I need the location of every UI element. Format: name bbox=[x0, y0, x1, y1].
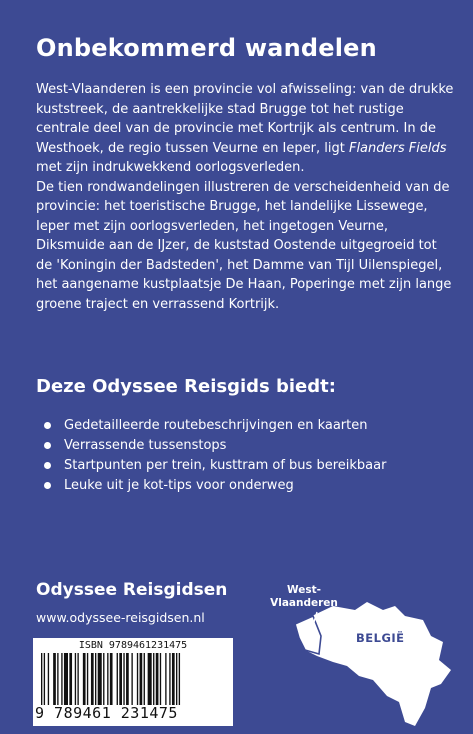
features-list bbox=[40, 416, 450, 496]
barcode-bar bbox=[44, 653, 45, 705]
barcode-bar bbox=[144, 653, 145, 705]
bullet-icon bbox=[44, 462, 51, 469]
barcode-bar bbox=[61, 653, 62, 705]
barcode-bar bbox=[169, 653, 170, 705]
bullet-icon bbox=[44, 482, 51, 489]
barcode-bar bbox=[165, 653, 166, 705]
list-item bbox=[40, 436, 450, 456]
barcode-bar bbox=[64, 653, 68, 705]
barcode-bar bbox=[91, 653, 94, 705]
list-item-text: Startpunten per trein, kusttram of bus bereikbaar bbox=[64, 458, 387, 473]
list-item bbox=[40, 416, 450, 436]
barcode-bar bbox=[160, 653, 161, 705]
flanders-fields-emphasis: Flanders Fields bbox=[348, 140, 447, 156]
barcode-bar bbox=[75, 653, 76, 705]
map-region-label bbox=[268, 584, 340, 610]
barcode-bar bbox=[48, 653, 49, 705]
barcode-bar bbox=[110, 653, 113, 705]
barcode-bar bbox=[119, 653, 122, 705]
barcode-bar bbox=[87, 653, 88, 705]
barcode-bar bbox=[53, 653, 56, 705]
list-item-text: Gedetailleerde routebeschrijvingen en kaarten bbox=[64, 418, 368, 433]
barcode-bars bbox=[41, 653, 225, 705]
intro-text bbox=[36, 80, 456, 314]
barcode-bar bbox=[77, 653, 78, 705]
barcode-bar bbox=[69, 653, 72, 705]
barcode-bar bbox=[176, 653, 177, 705]
barcode-bar bbox=[126, 653, 129, 705]
isbn-label: ISBN 9789461231475 bbox=[78, 640, 188, 651]
map-region-label-line-2: Vlaanderen bbox=[270, 597, 338, 609]
barcode-bar bbox=[107, 653, 108, 705]
list-item bbox=[40, 476, 450, 496]
intro-paragraph-1-start: West-Vlaanderen is een provincie vol afwisseling: van de drukke kuststreek, de aantrekkelijke stad Brugge tot het rustige centrale deel van de provincie met Kortrijk als centrum. In de Westhoek, de regio tussen Veurne en Ieper, ligt bbox=[36, 82, 454, 156]
list-item bbox=[40, 456, 450, 476]
barcode-bar bbox=[131, 653, 132, 705]
barcode-bar bbox=[179, 653, 180, 705]
belgium-shape bbox=[295, 602, 451, 726]
page-title: Onbekommerd wandelen bbox=[36, 34, 377, 62]
barcode-bar bbox=[140, 653, 143, 705]
barcode bbox=[33, 638, 233, 726]
barcode-bar bbox=[103, 653, 104, 705]
barcode-bar bbox=[41, 653, 42, 705]
list-item-text: Verrassende tussenstops bbox=[64, 438, 227, 453]
bullet-icon bbox=[44, 442, 51, 449]
publisher-website: www.odyssee-reisgidsen.nl bbox=[36, 610, 205, 625]
barcode-bar bbox=[98, 653, 102, 705]
features-heading: Deze Odyssee Reisgids biedt: bbox=[36, 376, 336, 397]
barcode-bar bbox=[156, 653, 159, 705]
barcode-bar bbox=[172, 653, 175, 705]
list-item-text: Leuke uit je kot-tips voor onderweg bbox=[64, 478, 294, 493]
barcode-bar bbox=[137, 653, 138, 705]
barcode-bar bbox=[117, 653, 118, 705]
barcode-bar bbox=[57, 653, 58, 705]
intro-paragraph-1-end: met zijn indrukwekkend oorlogsverleden. bbox=[36, 160, 305, 175]
ean-digits: 9 789461 231475 bbox=[35, 704, 178, 722]
barcode-bar bbox=[83, 653, 86, 705]
intro-paragraph-1 bbox=[36, 80, 456, 178]
barcode-bar bbox=[153, 653, 154, 705]
intro-paragraph-2: De tien rondwandelingen illustreren de verscheidenheid van de provincie: het toeristische Brugge, het landelijke Lissewege, Ieper met zijn oorlogsverleden, het ingetogen Veurne, Diksmuide aan de IJzer, de kuststad Oostende uitgegroeid tot de 'Koningin der Badsteden', het Damme van Tijl Uilenspiegel, het aangename kustplaatsje De Haan, Poperinge met zijn lange groene traject en verrassend Kortrijk. bbox=[36, 179, 452, 312]
map-country-label: BELGIË bbox=[356, 631, 405, 645]
publisher-name: Odyssee Reisgidsen bbox=[36, 580, 228, 600]
barcode-bar bbox=[148, 653, 152, 705]
bullet-icon bbox=[44, 422, 51, 429]
barcode-bar bbox=[95, 653, 96, 705]
map-region-label-line-1: West- bbox=[287, 584, 321, 596]
barcode-bar bbox=[123, 653, 124, 705]
